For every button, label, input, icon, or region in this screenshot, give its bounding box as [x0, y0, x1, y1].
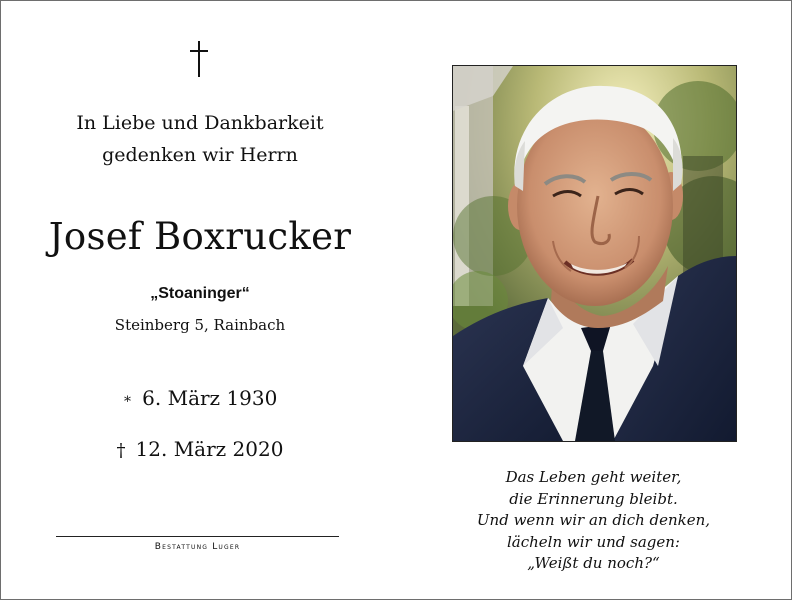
poem-line-5: „Weißt du noch?“ [527, 554, 660, 572]
birth-date: 6. März 1930 [142, 386, 278, 410]
death-line [1, 436, 399, 464]
poem-line-3: Und wenn wir an dich denken, [476, 511, 711, 529]
deceased-address: Steinberg 5, Rainbach [114, 316, 286, 334]
poem-line-2: die Erinnerung bleibt. [509, 489, 678, 508]
deceased-nickname: „Stoaninger“ [150, 285, 250, 302]
poem-line-1: Das Leben geht weiter, [505, 468, 682, 486]
funeral-home: Bestattung Luger [154, 542, 241, 552]
intro-line-2: gedenken wir Herrn [102, 144, 298, 166]
birth-star-icon: ∗ [122, 391, 133, 407]
death-cross-icon: † [116, 440, 126, 461]
intro-text [1, 107, 399, 171]
birth-line [1, 385, 399, 412]
cross-icon [189, 41, 209, 77]
portrait-photo [452, 65, 737, 442]
poem-line-4: lächeln wir und sagen: [506, 532, 680, 551]
intro-line-1: In Liebe und Dankbarkeit [76, 112, 324, 134]
death-date: 12. März 2020 [135, 437, 284, 461]
deceased-name: Josef Boxrucker [48, 215, 352, 258]
poem [452, 467, 735, 575]
divider-line [56, 536, 339, 537]
